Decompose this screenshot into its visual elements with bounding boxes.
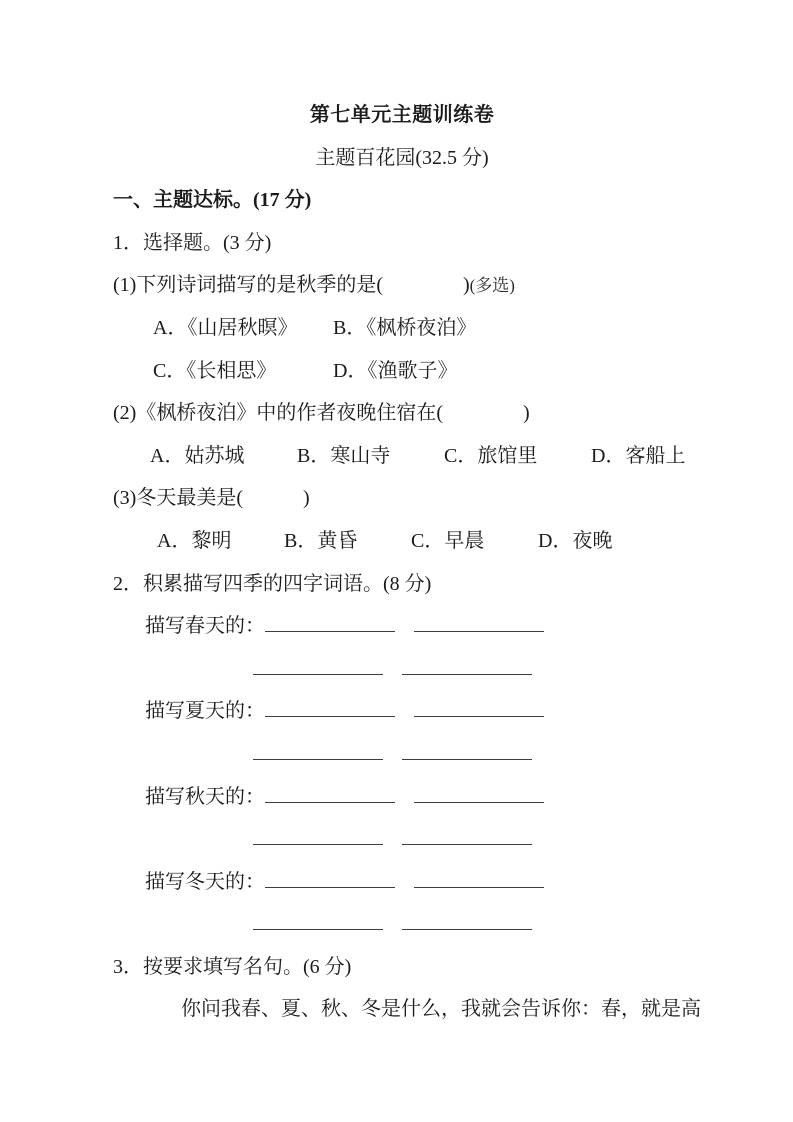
- option-c: C．《长相思》: [153, 359, 277, 382]
- answer-blank: [402, 910, 532, 930]
- q2-autumn-extra-blanks: [113, 818, 691, 861]
- q2-spring-row: [113, 605, 691, 648]
- answer-blank: [265, 612, 395, 632]
- answer-blank: [265, 868, 395, 888]
- answer-blank: [253, 740, 383, 760]
- q2-autumn-row: [113, 776, 691, 819]
- question-1-1-text: (1)下列诗词描写的是秋季的是( ): [113, 274, 470, 297]
- q2-winter-row: [113, 861, 691, 904]
- question-3-paragraph: 你问我春、夏、秋、冬是什么，我就会告诉你：春，就是高: [181, 998, 701, 1021]
- answer-blank: [414, 612, 544, 632]
- question-1-3-prompt: (3)冬天最美是( ): [113, 487, 310, 510]
- q2-spring-label: 描写春天的：: [145, 615, 265, 638]
- question-2-stem: 2．积累描写四季的四字词语。(8 分): [113, 572, 432, 595]
- q2-winter-extra-blanks: [113, 903, 691, 946]
- option-a: A．黎明: [157, 529, 232, 552]
- option-c: C．旅馆里: [444, 444, 538, 467]
- answer-blank: [402, 825, 532, 845]
- paper-title: 第七单元主题训练卷: [309, 104, 495, 126]
- option-a: A．姑苏城: [150, 444, 245, 467]
- answer-blank: [414, 697, 544, 717]
- answer-blank: [265, 783, 395, 803]
- answer-blank: [414, 783, 544, 803]
- question-1-2-prompt: (2)《枫桥夜泊》中的作者夜晚住宿在( ): [113, 402, 530, 425]
- answer-blank: [253, 655, 383, 675]
- question-1-1-options-row-2: [113, 350, 691, 393]
- section-banner: 主题百花园(32.5 分): [315, 146, 489, 169]
- question-1-1-options-row-1: [113, 307, 691, 350]
- option-d: D．客船上: [591, 444, 686, 467]
- answer-blank: [402, 740, 532, 760]
- question-1-1-prompt: [113, 264, 691, 307]
- q2-spring-extra-blanks: [113, 648, 691, 691]
- part-one-heading: 一、主题达标。(17 分): [113, 189, 312, 212]
- option-a: A．《山居秋暝》: [153, 316, 298, 339]
- text-column: [113, 94, 701, 1031]
- option-c: C．早晨: [411, 529, 485, 552]
- q2-summer-row: [113, 690, 691, 733]
- q2-summer-label: 描写夏天的：: [145, 700, 265, 723]
- answer-blank: [253, 910, 383, 930]
- option-b: B．《枫桥夜泊》: [333, 316, 477, 339]
- option-d: D．《渔歌子》: [333, 359, 458, 382]
- question-3-stem: 3．按要求填写名句。(6 分): [113, 955, 352, 978]
- question-1-2-options: [113, 435, 691, 478]
- answer-blank: [253, 825, 383, 845]
- option-b: B．黄昏: [284, 529, 358, 552]
- option-d: D．夜晚: [538, 529, 613, 552]
- q2-autumn-label: 描写秋天的：: [145, 785, 265, 808]
- answer-blank: [414, 868, 544, 888]
- answer-blank: [265, 697, 395, 717]
- question-1-3-options: [113, 520, 691, 563]
- q2-winter-label: 描写冬天的：: [145, 870, 265, 893]
- answer-blank: [402, 655, 532, 675]
- multi-select-note: (多选): [469, 276, 515, 296]
- q2-summer-extra-blanks: [113, 733, 691, 776]
- option-b: B．寒山寺: [297, 444, 391, 467]
- question-1-stem: 1．选择题。(3 分): [113, 231, 272, 254]
